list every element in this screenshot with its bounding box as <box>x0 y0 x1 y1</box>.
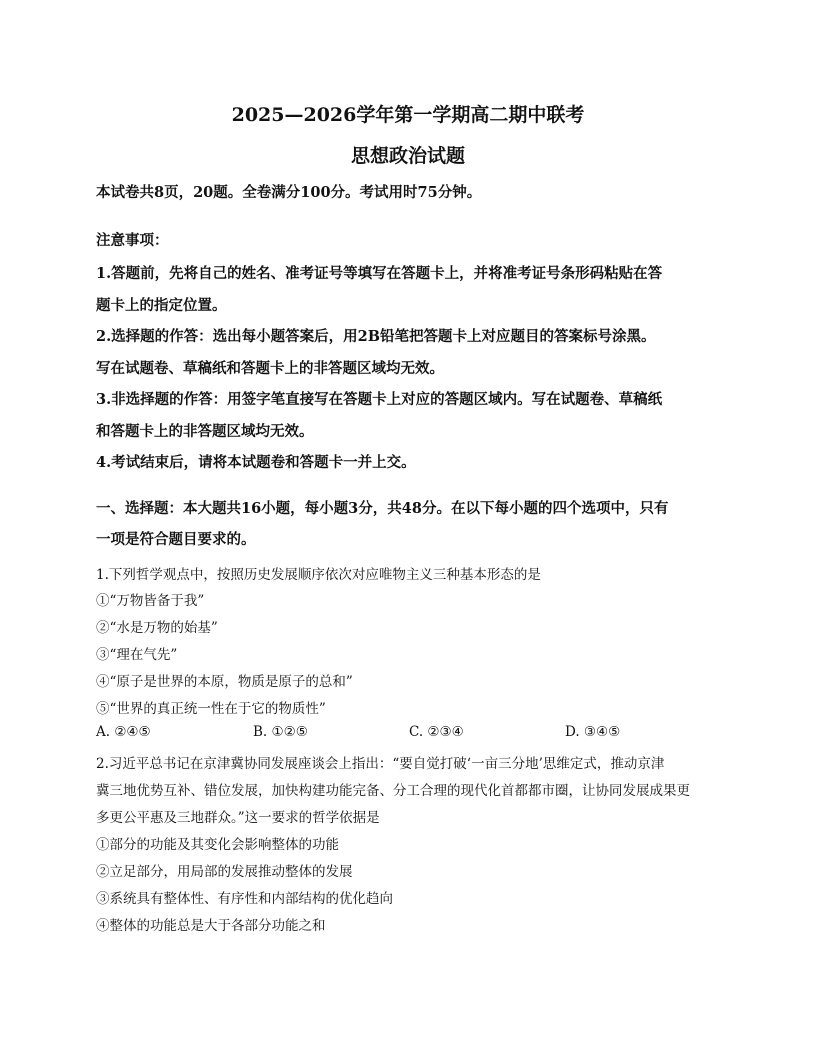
question-1-option-a: A. ②④⑤ <box>96 724 151 740</box>
question-2-stem: 多更公平惠及三地群众。”这一要求的哲学依据是 <box>96 810 380 826</box>
section-heading: 一项是符合题目要求的。 <box>96 531 256 548</box>
notice-line: 1.答题前，先将自己的姓名、准考证号等填写在答题卡上，并将准考证号条形码粘贴在答 <box>96 265 663 282</box>
notice-line: 写在试题卷、草稿纸和答题卡上的非答题区域均无效。 <box>96 360 444 377</box>
question-1-item: ②“水是万物的始基” <box>96 620 218 636</box>
exam-intro: 本试卷共8页，20题。全卷满分100分。考试用时75分钟。 <box>96 184 482 201</box>
section-heading: 一、选择题：本大题共16小题，每小题3分，共48分。在以下每小题的四个选项中，只有 <box>96 500 669 517</box>
exam-subtitle: 思想政治试题 <box>350 145 465 167</box>
question-1-option-b: B. ①②⑤ <box>253 724 308 740</box>
question-1-option-c: C. ②③④ <box>409 724 464 740</box>
question-1-stem: 1.下列哲学观点中，按照历史发展顺序依次对应唯物主义三种基本形态的是 <box>96 567 541 583</box>
notice-heading: 注意事项： <box>96 232 169 249</box>
notice-line: 3.非选择题的作答：用签字笔直接写在答题卡上对应的答题区域内。写在试题卷、草稿纸 <box>96 391 663 408</box>
question-2-item: ④整体的功能总是大于各部分功能之和 <box>96 918 326 934</box>
question-1-item: ④“原子是世界的本原，物质是原子的总和” <box>96 674 353 690</box>
notice-line: 题卡上的指定位置。 <box>96 297 227 314</box>
notice-line: 和答题卡上的非答题区域均无效。 <box>96 423 314 440</box>
question-1-item: ⑤“世界的真正统一性在于它的物质性” <box>96 701 326 717</box>
question-1-item: ①“万物皆备于我” <box>96 593 205 609</box>
question-1-item: ③“理在气先” <box>96 647 178 663</box>
notice-line: 2.选择题的作答：选出每小题答案后，用2B铅笔把答题卡上对应题目的答案标号涂黑。 <box>96 328 656 345</box>
question-2-item: ②立足部分，用局部的发展推动整体的发展 <box>96 864 353 880</box>
notice-line: 4.考试结束后，请将本试题卷和答题卡一并上交。 <box>96 454 416 471</box>
question-2-item: ①部分的功能及其变化会影响整体的功能 <box>96 837 339 853</box>
exam-title: 2025—2026学年第一学期高二期中联考 <box>231 104 585 126</box>
question-2-stem: 冀三地优势互补、错位发展，加快构建功能完备、分工合理的现代化首都都市圈，让协同发展成果更 <box>96 783 690 799</box>
question-1-option-d: D. ③④⑤ <box>565 724 621 740</box>
question-2-stem: 2.习近平总书记在京津冀协同发展座谈会上指出：“要自觉打破‘一亩三分地’思维定式，推动京津 <box>96 756 665 772</box>
question-2-item: ③系统具有整体性、有序性和内部结构的优化趋向 <box>96 891 393 907</box>
